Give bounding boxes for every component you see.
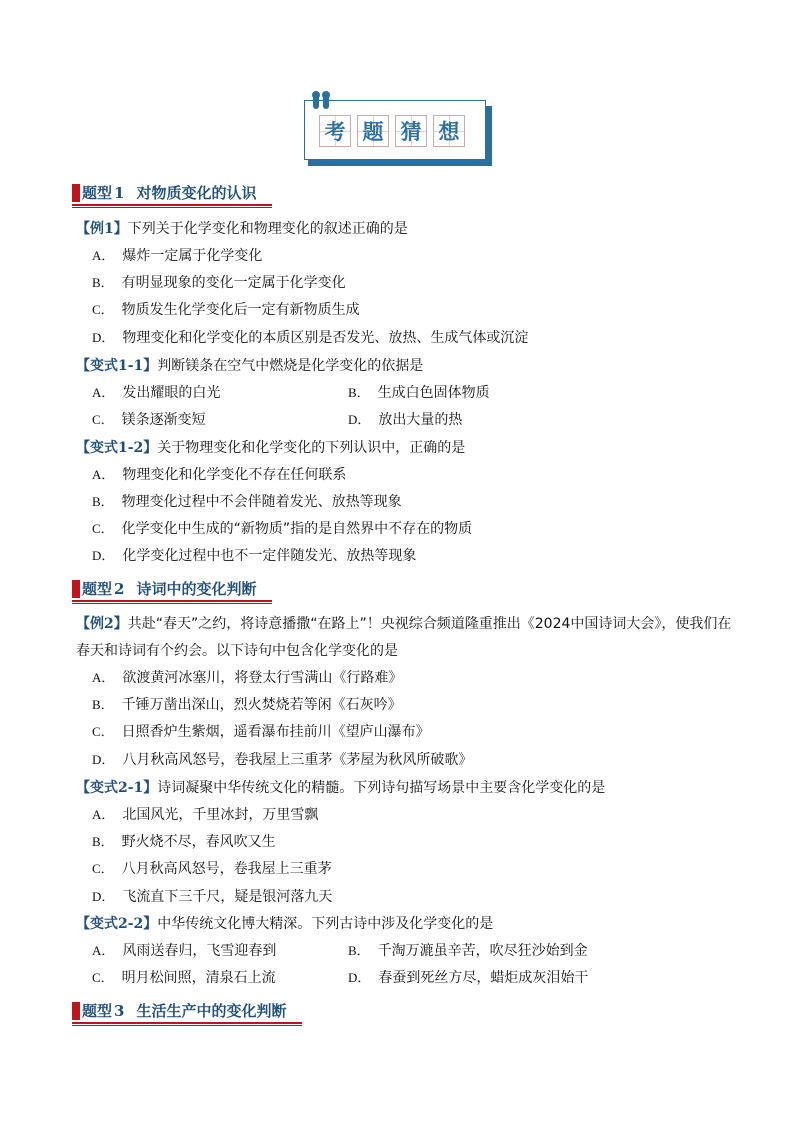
question-tag: 【例1】 [76,221,128,237]
question-tag: 【变式2-2】 [76,916,158,932]
option-c: C． 镁条逐渐变短 [92,412,206,428]
option-d: D． 八月秋高风怒号，卷我屋上三重茅《茅屋为秋风所破歌》 [92,752,473,768]
option-b: B． 物理变化过程中不会伴随着发光、放热等现象 [92,494,402,510]
section-underline [72,600,272,602]
option-d: D． 飞流直下三千尺，疑是银河落九天 [92,889,333,905]
question-stem: 【例1】下列关于化学变化和物理变化的叙述正确的是 [76,221,408,237]
banner-box [304,100,486,160]
pin-icon [323,95,329,109]
option-b: B． 千淘万漉虽辛苦，吹尽狂沙始到金 [348,943,588,959]
question-tag: 【变式1-1】 [76,358,158,374]
option-d: D． 化学变化过程中也不一定伴随发光、放热等现象 [92,548,417,564]
title-banner [304,100,488,164]
option-a: A． 北国风光，千里冰封，万里雪飘 [92,807,319,823]
banner-char: 题 [357,115,389,147]
section-underline [72,1022,302,1024]
section-underline [72,603,272,604]
question-stem-continued: 春天和诗词有个约会。以下诗句中包含化学变化的是 [76,643,398,659]
question-tag: 【例2】 [76,616,128,632]
section-title: 题型 2 诗词中的变化判断 [82,580,257,598]
option-c: C． 八月秋高风怒号，卷我屋上三重茅 [92,861,332,877]
question-stem: 【变式2-2】中华传统文化博大精深。下列古诗中涉及化学变化的是 [76,916,494,932]
section-marker [72,580,80,598]
question-stem: 【例2】共赴“春天”之约，将诗意播撒“在路上”！央视综合频道隆重推出《2024中国诗词大会》，使我们在 [76,616,732,632]
banner-char: 想 [433,115,465,147]
option-b: B． 千锤万凿出深山，烈火焚烧若等闲《石灰吟》 [92,697,402,713]
option-c: C． 化学变化中生成的“新物质”指的是自然界中不存在的物质 [92,521,473,537]
question-tag: 【变式2-1】 [76,780,158,796]
question-stem: 【变式2-1】诗词凝聚中华传统文化的精髓。下列诗句描写场景中主要含化学变化的是 [76,780,606,796]
option-d: D． 物理变化和化学变化的本质区别是否发光、放热、生成气体或沉淀 [92,330,529,346]
section-underline [72,207,272,208]
pin-icon [313,95,319,109]
option-a: A． 欲渡黄河冰塞川，将登太行雪满山《行路难》 [92,670,403,686]
option-a: A． 物理变化和化学变化不存在任何联系 [92,467,347,483]
section-header-3 [72,998,304,1024]
section-title: 题型 1 对物质变化的认识 [82,184,257,202]
section-underline [72,204,272,206]
banner-title [319,115,465,147]
section-underline [72,1025,302,1026]
banner-char: 猜 [395,115,427,147]
option-a: A． 发出耀眼的白光 [92,385,221,401]
option-a: A． 爆炸一定属于化学变化 [92,248,263,264]
section-title: 题型 3 生活生产中的变化判断 [82,1002,287,1020]
banner-char: 考 [319,115,351,147]
question-tag: 【变式1-2】 [76,440,158,456]
option-b: B． 生成白色固体物质 [348,385,490,401]
option-c: C． 日照香炉生紫烟，遥看瀑布挂前川《望庐山瀑布》 [92,724,430,740]
question-stem: 【变式1-2】关于物理变化和化学变化的下列认识中，正确的是 [76,440,466,456]
option-c: C． 明月松间照，清泉石上流 [92,970,276,986]
option-d: D． 放出大量的热 [348,412,463,428]
section-header-2 [72,576,304,602]
option-c: C． 物质发生化学变化后一定有新物质生成 [92,302,360,318]
option-a: A． 风雨送春归，飞雪迎春到 [92,943,277,959]
section-marker [72,1002,80,1020]
section-header-1 [72,180,304,206]
question-stem: 【变式1-1】判断镁条在空气中燃烧是化学变化的依据是 [76,358,424,374]
option-b: B． 有明显现象的变化一定属于化学变化 [92,275,346,291]
option-b: B． 野火烧不尽，春风吹又生 [92,834,276,850]
section-marker [72,184,80,202]
option-d: D． 春蚕到死丝方尽，蜡炬成灰泪始干 [348,970,589,986]
